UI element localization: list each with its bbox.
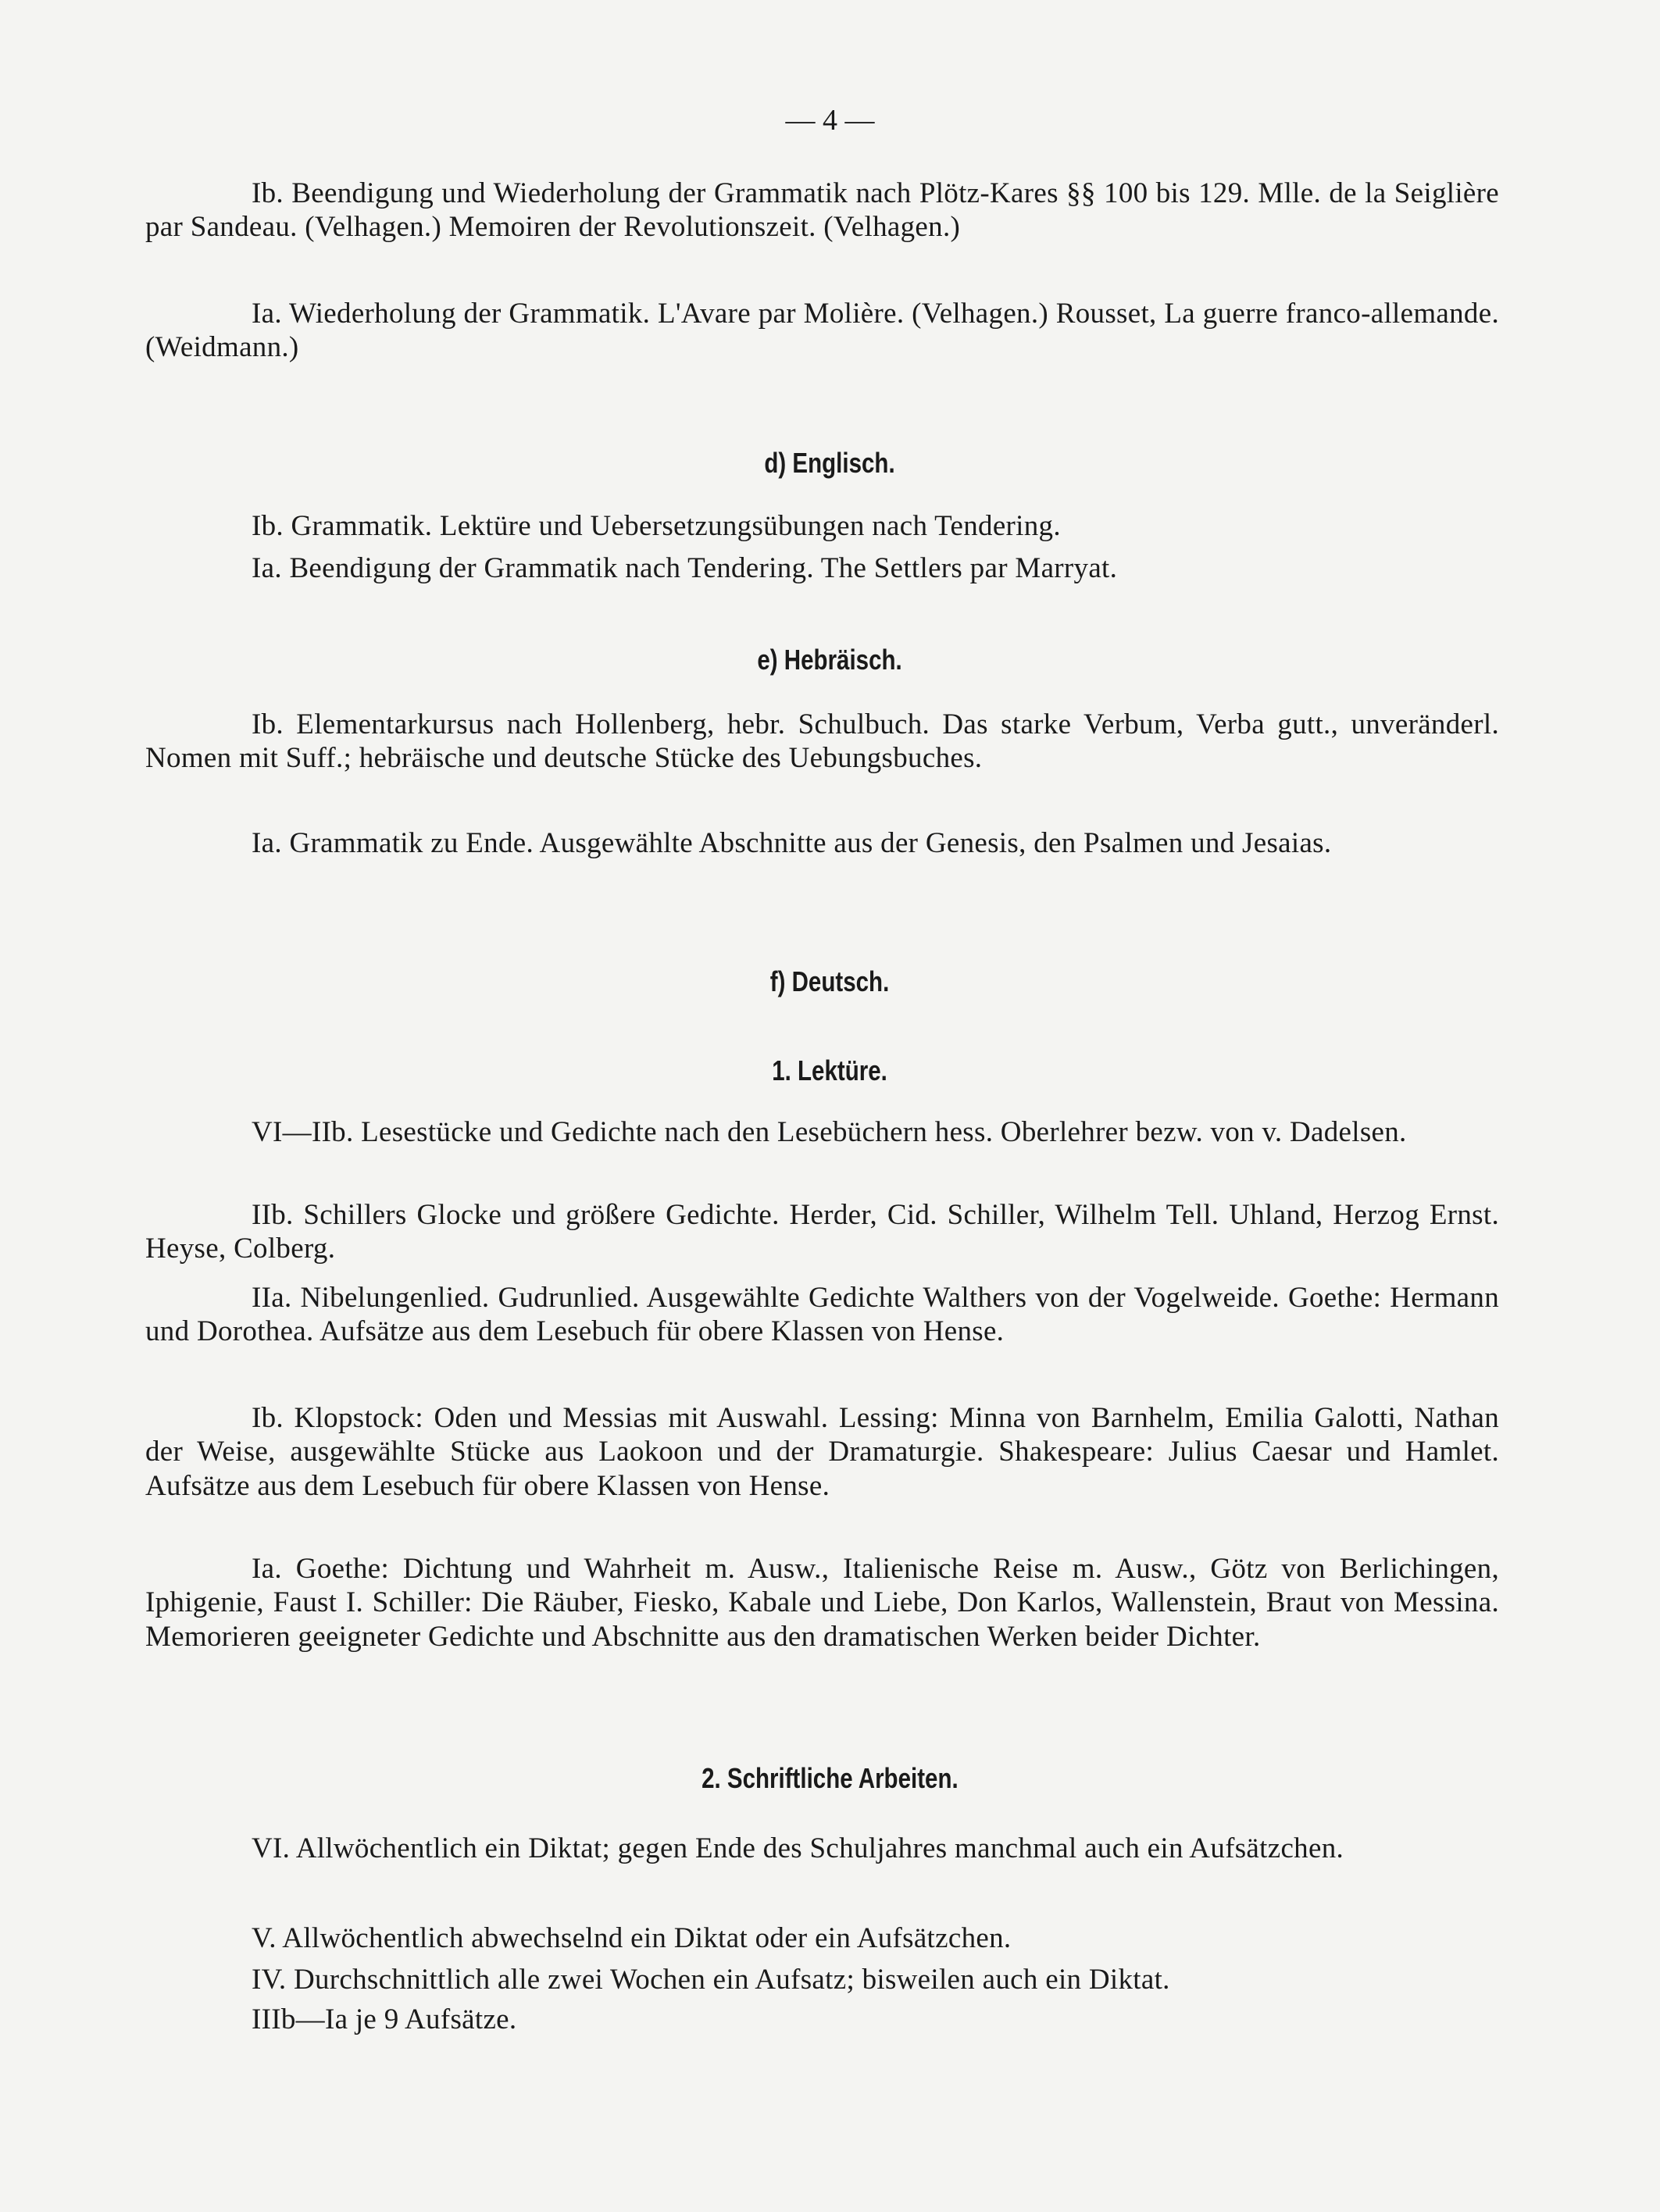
paragraph-schriftlich-vi bbox=[145, 1832, 1499, 1865]
section-heading-deutsch: f) Deutsch. bbox=[770, 965, 890, 997]
paragraph-text: Ia. Beendigung der Grammatik nach Tendering. The Settlers par Marryat. bbox=[252, 552, 1118, 584]
paragraph-text: Ia. Grammatik zu Ende. Ausgewählte Abschnitte aus der Genesis, den Psalmen und Jesaias. bbox=[252, 827, 1332, 859]
subheading-lektuere: 1. Lektüre. bbox=[772, 1054, 888, 1086]
paragraph-deutsch-ib bbox=[145, 1401, 1499, 1503]
paragraph-deutsch-vi bbox=[145, 1115, 1499, 1149]
paragraph-schriftlich-v bbox=[145, 1921, 1499, 1955]
paragraph-text: Ia. Goethe: Dichtung und Wahrheit m. Ausw., Italienische Reise m. Ausw., Götz von Berlichingen, Iphigenie, Faust I. Schiller: Die Räuber, Fiesko, Kabale und Liebe, Don Karlos, Wallenstein, Braut von Messina. Memorieren geeigneter Gedichte und Abschnitte aus den dramatischen Werken beider Dichter. bbox=[145, 1553, 1499, 1653]
paragraph-text: Ib. Klopstock: Oden und Messias mit Auswahl. Lessing: Minna von Barnhelm, Emilia Galotti, Nathan der Weise, ausgewählte Stücke aus Laokoon und der Dramaturgie. Shakespeare: Julius Caesar und Hamlet. Aufsätze aus dem Lesebuch für obere Klassen von Hense. bbox=[145, 1402, 1499, 1502]
paragraph-text: IIa. Nibelungenlied. Gudrunlied. Ausgewählte Gedichte Walthers von der Vogelweide. Goethe: Hermann und Dorothea. Aufsätze aus dem Lesebuch für obere Klassen von Hense. bbox=[145, 1282, 1499, 1348]
paragraph-schriftlich-iiib bbox=[145, 2003, 1499, 2036]
paragraph-hebrew-ib bbox=[145, 708, 1499, 776]
paragraph-deutsch-iib bbox=[145, 1198, 1499, 1266]
paragraph-text: Ib. Elementarkursus nach Hollenberg, hebr. Schulbuch. Das starke Verbum, Verba gutt., unveränderl. Nomen mit Suff.; hebräische und deutsche Stücke des Uebungsbuches. bbox=[145, 708, 1499, 775]
section-heading-hebraeisch: e) Hebräisch. bbox=[757, 644, 903, 676]
paragraph-text: Ia. Wiederholung der Grammatik. L'Avare par Molière. (Velhagen.) Rousset, La guerre franco-allemande. (Weidmann.) bbox=[145, 298, 1499, 364]
paragraph-french-ia bbox=[145, 297, 1499, 365]
paragraph-english-ia bbox=[145, 551, 1499, 585]
paragraph-text: Ib. Grammatik. Lektüre und Uebersetzungsübungen nach Tendering. bbox=[252, 510, 1061, 542]
paragraph-text: VI. Allwöchentlich ein Diktat; gegen Ende des Schuljahres manchmal auch ein Aufsätzchen. bbox=[252, 1832, 1344, 1864]
paragraph-text: IV. Durchschnittlich alle zwei Wochen ein Aufsatz; bisweilen auch ein Diktat. bbox=[252, 1964, 1170, 1996]
paragraph-english-ib bbox=[145, 509, 1499, 543]
section-heading-englisch: d) Englisch. bbox=[764, 447, 896, 479]
paragraph-text: IIIb—Ia je 9 Aufsätze. bbox=[252, 2003, 517, 2035]
paragraph-text: V. Allwöchentlich abwechselnd ein Diktat oder ein Aufsätzchen. bbox=[252, 1922, 1012, 1954]
page-number: — 4 — bbox=[785, 104, 875, 137]
subheading-schriftliche-arbeiten: 2. Schriftliche Arbeiten. bbox=[701, 1762, 959, 1794]
paragraph-schriftlich-iv bbox=[145, 1963, 1499, 1996]
paragraph-hebrew-ia bbox=[145, 826, 1499, 860]
paragraph-deutsch-ia bbox=[145, 1552, 1499, 1654]
paragraph-deutsch-iia bbox=[145, 1281, 1499, 1349]
paragraph-french-ib bbox=[145, 177, 1499, 244]
paragraph-text: IIb. Schillers Glocke und größere Gedichte. Herder, Cid. Schiller, Wilhelm Tell. Uhland, Herzog Ernst. Heyse, Colberg. bbox=[145, 1199, 1499, 1265]
paragraph-text: Ib. Beendigung und Wiederholung der Grammatik nach Plötz-Kares §§ 100 bis 129. Mlle. de la Seiglière par Sandeau. (Velhagen.) Memoiren der Revolutionszeit. (Velhagen.) bbox=[145, 177, 1499, 244]
paragraph-text: VI—IIb. Lesestücke und Gedichte nach den Lesebüchern hess. Oberlehrer bezw. von v. Dadelsen. bbox=[252, 1116, 1407, 1148]
